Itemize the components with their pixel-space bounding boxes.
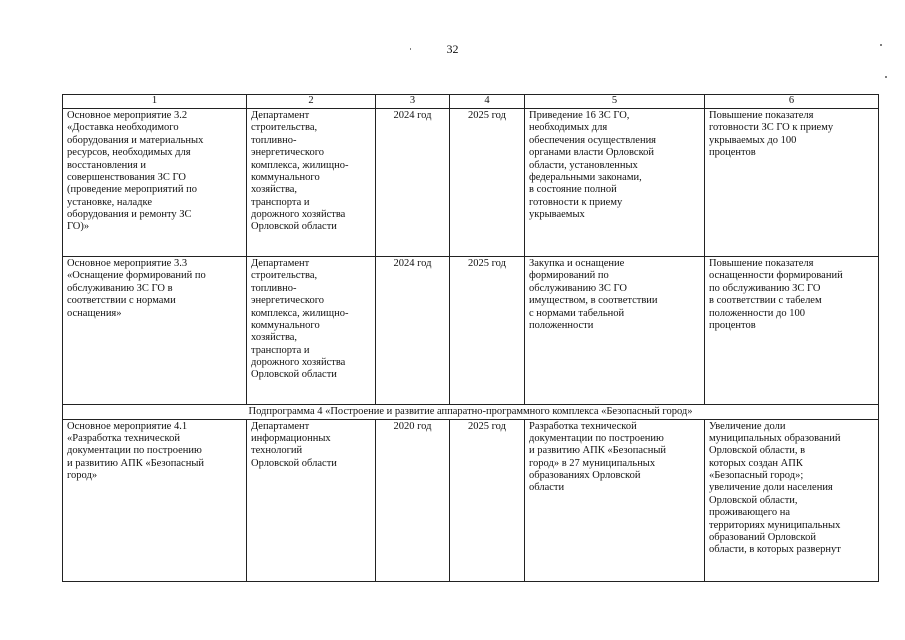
column-header: 6 — [705, 95, 879, 109]
activity-cell: Основное мероприятие 4.1 «Разработка технической документации по построению и развитию АПК «Безопасный город» — [63, 419, 247, 581]
column-header: 5 — [525, 95, 705, 109]
table-row — [63, 257, 879, 405]
column-header: 3 — [376, 95, 450, 109]
activity-cell: Основное мероприятие 3.2 «Доставка необходимого оборудования и материальных ресурсов, необходимых для восстановления и совершенствования ЗС ГО (проведение мероприятий по установке, наладке оборудования и ремонту ЗС ГО)» — [63, 109, 247, 257]
activity-cell: Основное мероприятие 3.3 «Оснащение формирований по обслуживанию ЗС ГО в соответствии с нормами оснащения» — [63, 257, 247, 405]
start-year-cell: 2024 год — [376, 109, 450, 257]
start-year-cell: 2024 год — [376, 257, 450, 405]
column-header: 4 — [450, 95, 525, 109]
end-year-cell: 2025 год — [450, 257, 525, 405]
executor-cell: Департамент информационных технологий Орловской области — [247, 419, 376, 581]
activities-table — [62, 94, 879, 582]
end-year-cell: 2025 год — [450, 419, 525, 581]
indicator-cell: Повышение показателя готовности ЗС ГО к приему укрываемых до 100 процентов — [705, 109, 879, 257]
indicator-cell: Увеличение доли муниципальных образований Орловской области, в которых создан АПК «Безопасный город»; увеличение доли населения Орловской области, проживающего на территориях муниципальных образований Орловской области, в которых развернут — [705, 419, 879, 581]
page-number: 32 — [446, 42, 459, 56]
end-year-cell: 2025 год — [450, 109, 525, 257]
column-header: 1 — [63, 95, 247, 109]
scan-speck — [885, 76, 887, 78]
result-cell: Разработка технической документации по построению и развитию АПК «Безопасный город» в 27 муниципальных образованиях Орловской области — [525, 419, 705, 581]
indicator-cell: Повышение показателя оснащенности формирований по обслуживанию ЗС ГО в соответствии с табелем положенности до 100 процентов — [705, 257, 879, 405]
subprogram-row — [63, 405, 879, 420]
table-row — [63, 109, 879, 257]
result-cell: Приведение 16 ЗС ГО, необходимых для обеспечения осуществления органами власти Орловской области, установленных федеральными законами, в состояние полной готовности к приему укрываемых — [525, 109, 705, 257]
scan-speck — [880, 44, 882, 46]
scan-speck — [410, 48, 411, 50]
result-cell: Закупка и оснащение формирований по обслуживанию ЗС ГО имуществом, в соответствии с нормами табельной положенности — [525, 257, 705, 405]
table-row — [63, 419, 879, 581]
executor-cell: Департамент строительства, топливно- энергетического комплекса, жилищно- коммунального хозяйства, транспорта и дорожного хозяйства Орловской области — [247, 109, 376, 257]
executor-cell: Департамент строительства, топливно- энергетического комплекса, жилищно- коммунального хозяйства, транспорта и дорожного хозяйства Орловской области — [247, 257, 376, 405]
header-row — [63, 95, 879, 109]
column-header: 2 — [247, 95, 376, 109]
subprogram-title: Подпрограмма 4 «Построение и развитие аппаратно-программного комплекса «Безопасный город» — [63, 405, 879, 420]
start-year-cell: 2020 год — [376, 419, 450, 581]
